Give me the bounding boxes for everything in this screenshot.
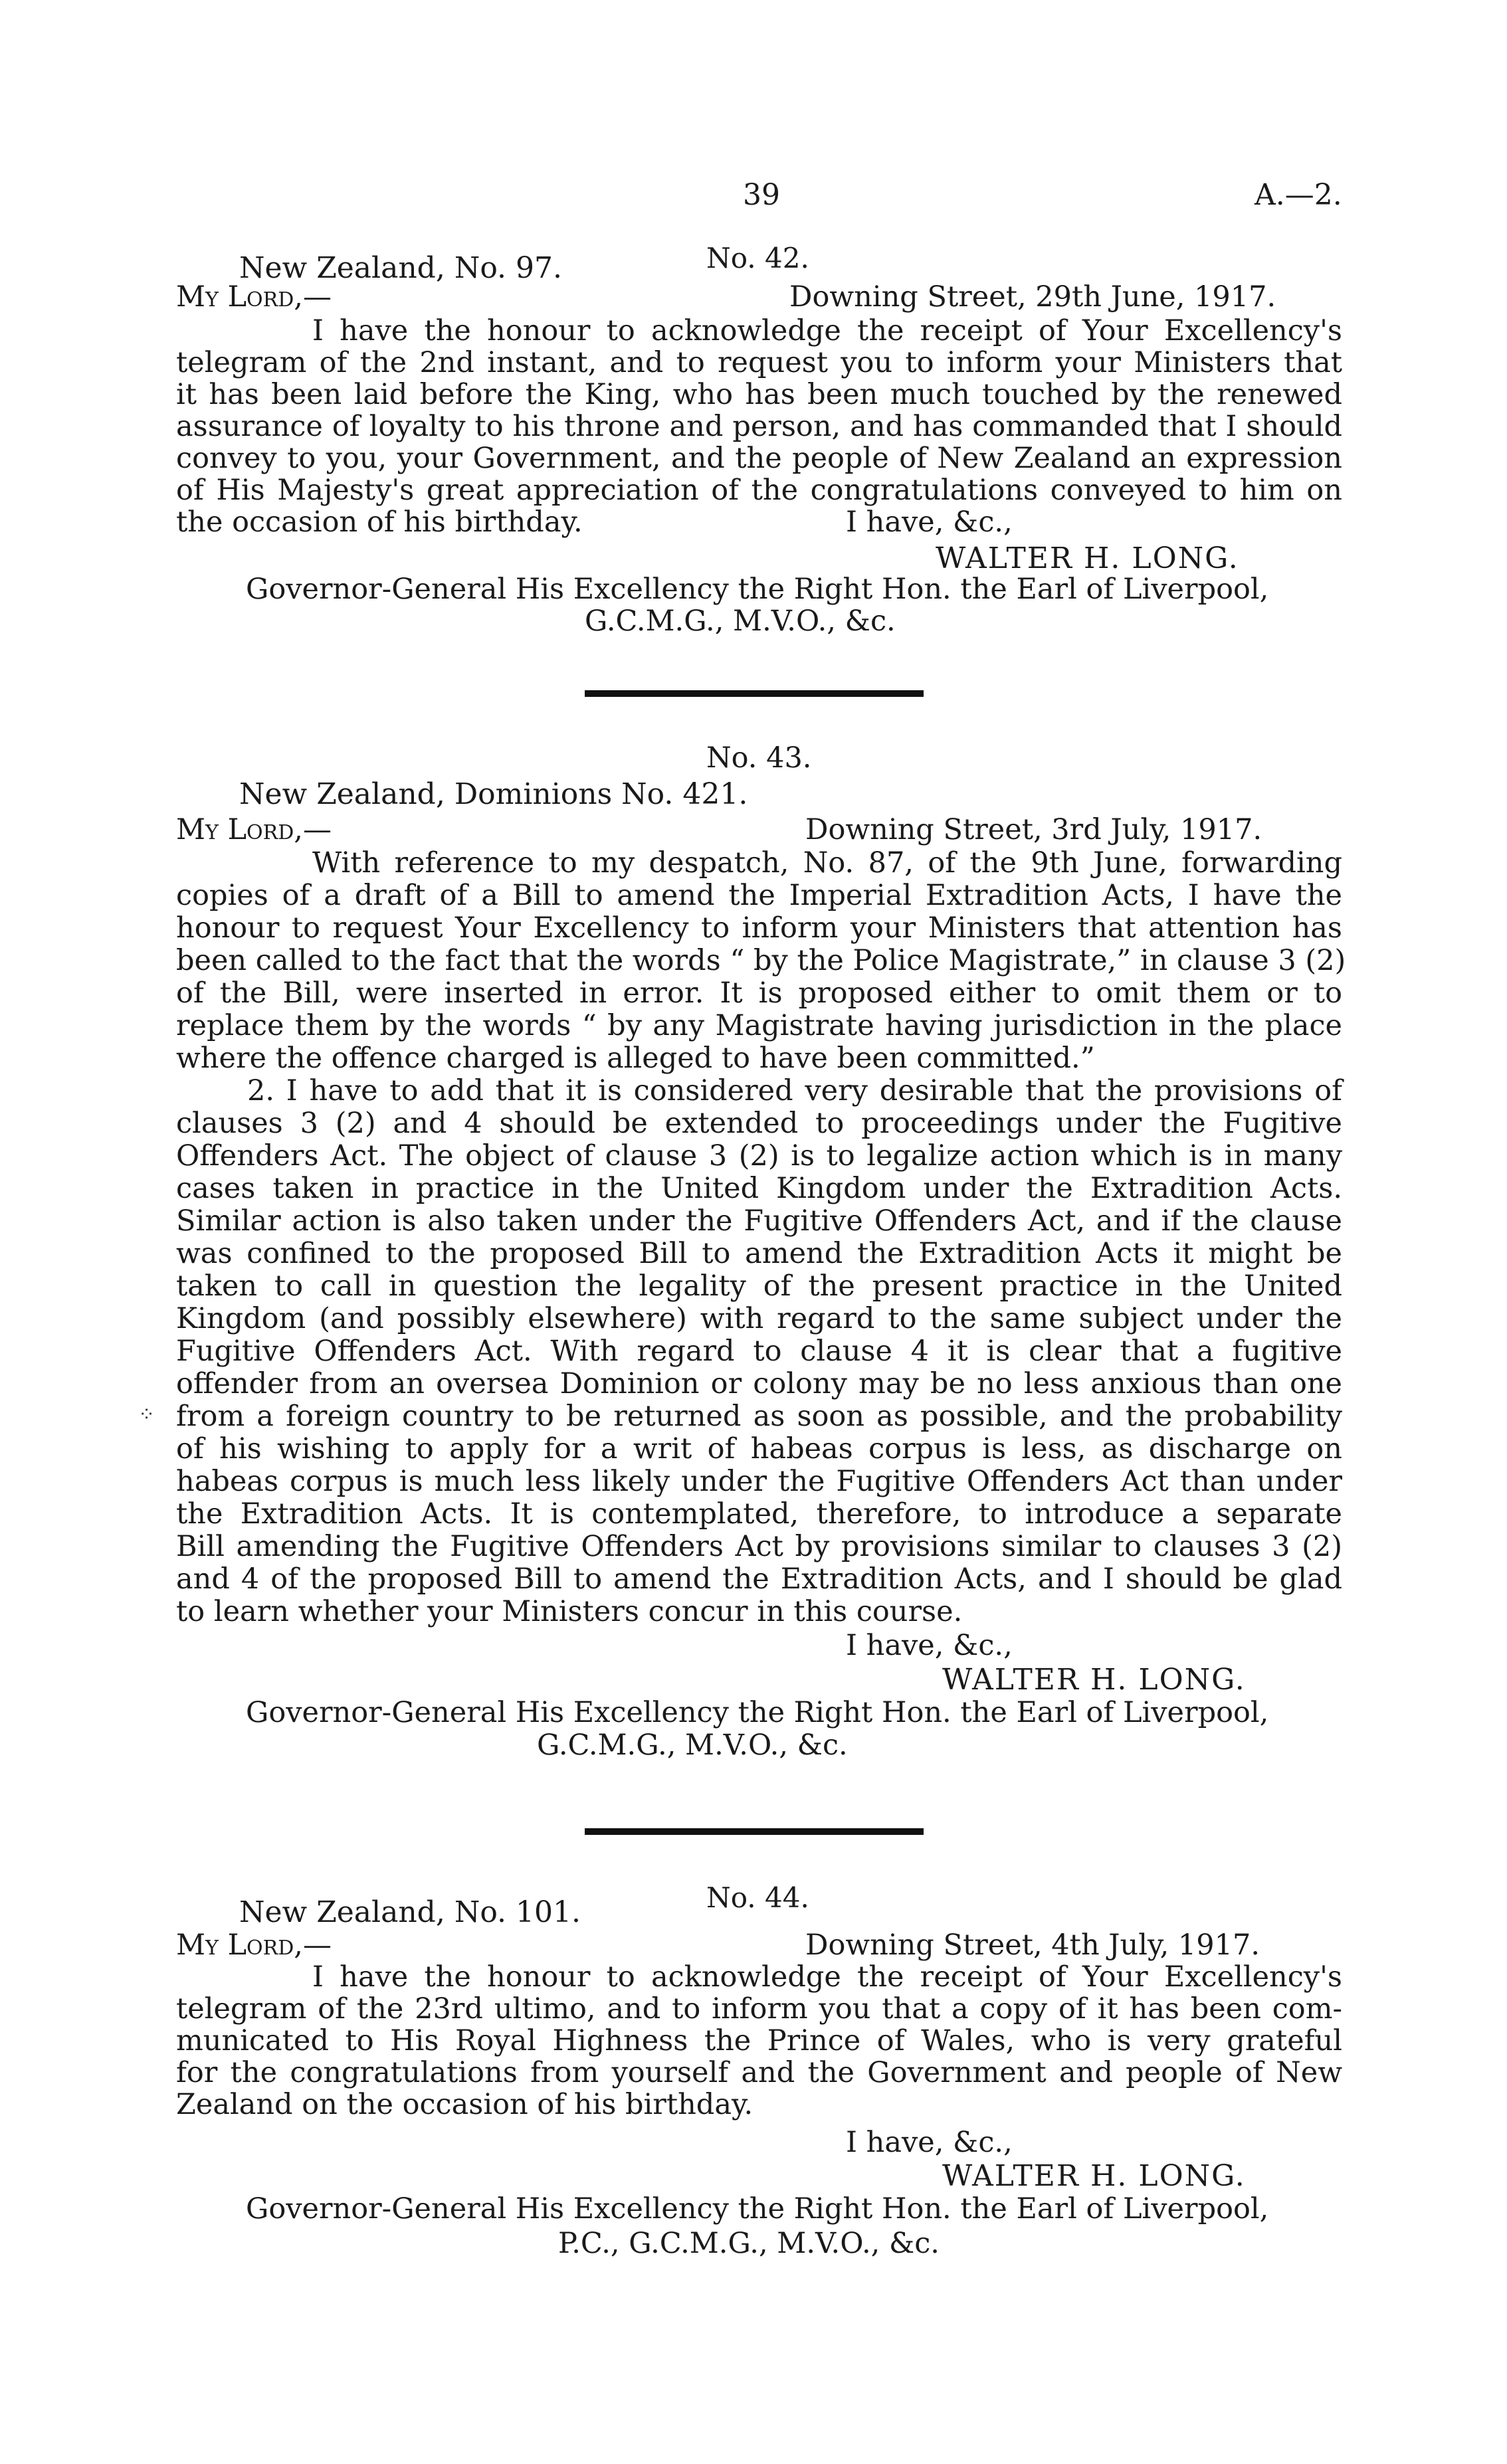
body-line: cases taken in practice in the United Kingdom under the Extradition Acts. xyxy=(176,1172,1342,1205)
body-line: I have the honour to acknowledge the receipt of Your Excellency's xyxy=(312,1960,1342,1994)
body-line: taken to call in question the legality of the present practice in the United xyxy=(176,1270,1342,1303)
signature: WALTER H. LONG. xyxy=(942,1663,1246,1697)
closing: I have, &c., xyxy=(846,506,1013,539)
body-line: I have the honour to acknowledge the receipt of Your Excellency's xyxy=(312,314,1342,347)
body-line: been called to the fact that the words “ by the Police Magistrate,” in clause 3 (2) xyxy=(176,944,1346,977)
body-line: Bill amending the Fugitive Offenders Act by provisions similar to clauses 3 (2) xyxy=(176,1530,1342,1563)
addressee: Governor-General His Excellency the Right Hon. the Earl of Liverpool, xyxy=(246,2192,1269,2226)
section-divider xyxy=(585,690,924,697)
body-line: where the offence charged is alleged to have been committed.” xyxy=(176,1042,1095,1075)
body-line: the occasion of his birthday. xyxy=(176,506,583,539)
body-line: Similar action is also taken under the Fugitive Offenders Act, and if the clause xyxy=(176,1204,1342,1238)
dominion-reference: New Zealand, No. 101. xyxy=(239,1895,581,1929)
body-line: telegram of the 23rd ultimo, and to inform you that a copy of it has been com- xyxy=(176,1992,1342,2026)
body-line: habeas corpus is much less likely under the Fugitive Offenders Act than under xyxy=(176,1465,1342,1498)
honours: G.C.M.G., M.V.O., &c. xyxy=(585,605,896,638)
addressee: Governor-General His Excellency the Right Hon. the Earl of Liverpool, xyxy=(246,573,1269,606)
body-line: to learn whether your Ministers concur in this course. xyxy=(176,1595,963,1628)
margin-mark: ⁘ xyxy=(138,1403,155,1426)
body-line: of His Majesty's great appreciation of the congratulations conveyed to him on xyxy=(176,474,1342,507)
dateline: Downing Street, 29th June, 1917. xyxy=(789,280,1276,314)
honours: G.C.M.G., M.V.O., &c. xyxy=(537,1729,848,1762)
closing: I have, &c., xyxy=(846,2126,1013,2159)
body-line: was confined to the proposed Bill to amend the Extradition Acts it might be xyxy=(176,1237,1342,1270)
despatch-number: No. 44. xyxy=(706,1881,809,1914)
signature: WALTER H. LONG. xyxy=(936,541,1239,575)
body-line: Offenders Act. The object of clause 3 (2) is to legalize action which is in many xyxy=(176,1139,1342,1173)
despatch-number: No. 42. xyxy=(706,242,809,274)
dateline: Downing Street, 4th July, 1917. xyxy=(805,1929,1260,1962)
page-number: 39 xyxy=(743,178,780,212)
dominion-reference: New Zealand, Dominions No. 421. xyxy=(239,777,748,811)
body-line: from a foreign country to be returned as soon as possible, and the probability xyxy=(176,1400,1342,1433)
signature: WALTER H. LONG. xyxy=(942,2159,1246,2193)
body-line: municated to His Royal Highness the Prince of Wales, who is very grateful xyxy=(176,2024,1342,2057)
body-line: convey to you, your Government, and the people of New Zealand an expression xyxy=(176,442,1342,475)
body-line: Fugitive Offenders Act. With regard to clause 4 it is clear that a fugitive xyxy=(176,1335,1342,1368)
closing: I have, &c., xyxy=(846,1629,1013,1662)
body-line: for the congratulations from yourself and the Government and people of New xyxy=(176,2056,1342,2089)
body-line: copies of a draft of a Bill to amend the Imperial Extradition Acts, I have the xyxy=(176,879,1342,912)
body-line: With reference to my despatch, No. 87, of the 9th June, forwarding xyxy=(312,846,1342,880)
body-line: offender from an oversea Dominion or colony may be no less anxious than one xyxy=(176,1367,1342,1400)
document-reference: A.—2. xyxy=(1255,178,1342,212)
body-line: it has been laid before the King, who has been much touched by the renewed xyxy=(176,378,1342,411)
section-divider xyxy=(585,1828,924,1835)
salutation: My Lord,— xyxy=(176,1929,332,1962)
despatch-number: No. 43. xyxy=(706,741,812,775)
body-line: 2. I have to add that it is considered very desirable that the provisions of xyxy=(247,1074,1342,1107)
addressee: Governor-General His Excellency the Right Hon. the Earl of Liverpool, xyxy=(246,1696,1269,1729)
body-line: telegram of the 2nd instant, and to request you to inform your Ministers that xyxy=(176,346,1342,379)
body-line: assurance of loyalty to his throne and person, and has commanded that I should xyxy=(176,410,1342,443)
body-line: of the Bill, were inserted in error. It is proposed either to omit them or to xyxy=(176,977,1342,1010)
body-line: of his wishing to apply for a writ of habeas corpus is less, as discharge on xyxy=(176,1432,1342,1466)
body-line: and 4 of the proposed Bill to amend the Extradition Acts, and I should be glad xyxy=(176,1563,1342,1596)
dominion-reference: New Zealand, No. 97. xyxy=(239,251,562,285)
dateline: Downing Street, 3rd July, 1917. xyxy=(805,813,1262,846)
body-line: clauses 3 (2) and 4 should be extended to proceedings under the Fugitive xyxy=(176,1107,1342,1140)
salutation: My Lord,— xyxy=(176,813,332,846)
body-line: the Extradition Acts. It is contemplated, therefore, to introduce a separate xyxy=(176,1497,1342,1531)
body-line: Kingdom (and possibly elsewhere) with regard to the same subject under the xyxy=(176,1302,1342,1335)
body-line: Zealand on the occasion of his birthday. xyxy=(176,2088,754,2121)
body-line: replace them by the words “ by any Magistrate having jurisdiction in the place xyxy=(176,1009,1342,1042)
salutation: My Lord,— xyxy=(176,280,332,314)
honours: P.C., G.C.M.G., M.V.O., &c. xyxy=(558,2227,940,2260)
body-line: honour to request Your Excellency to inform your Ministers that attention has xyxy=(176,911,1342,945)
